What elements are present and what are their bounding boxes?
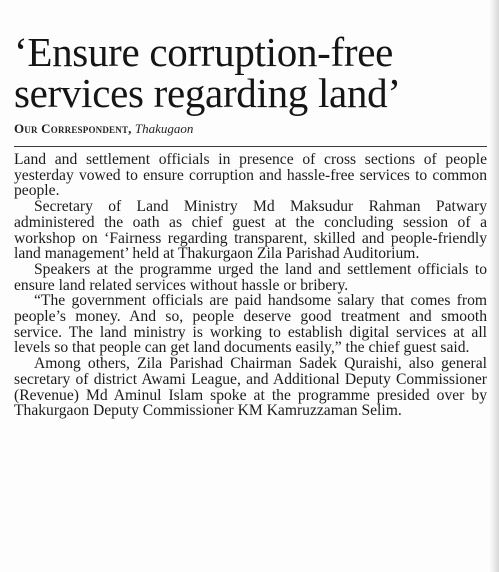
paragraph-3: Speakers at the programme urged the land and settlement officials to ensure land related services without hassle or bribery. xyxy=(14,260,487,294)
paragraph-5: Among others, Zila Parishad Chairman Sadek Quraishi, also general secretary of district Awami League, and Additional Deputy Commissioner (Revenue) Md Aminul Islam spoke at the programme presided over by Thakurgaon Deputy Commissioner KM Kamruzzaman Selim. xyxy=(14,355,487,420)
byline xyxy=(14,121,487,137)
byline-place: Thakugaon xyxy=(134,121,194,136)
article-headline xyxy=(14,29,487,116)
headline-line-2: services regarding land’ xyxy=(14,70,401,116)
article-body xyxy=(14,152,487,419)
paragraph-2: Secretary of Land Ministry Md Maksudur Rahman Patwary administered the oath as chief guest at the concluding session of a workshop on ‘Fairness regarding transparent, skilled and people-friendly land management’ held at Thakurgaon Zila Parishad Auditorium. xyxy=(14,198,487,263)
byline-author: Our Correspondent, xyxy=(14,121,132,136)
paragraph-1: Land and settlement officials in presence of cross sections of people yesterday vowed to ensure corruption and hassle-free services to common people. xyxy=(14,151,487,200)
page-edge-shadow xyxy=(489,0,499,572)
headline-line-1: ‘Ensure corruption-free xyxy=(14,29,393,75)
paragraph-4: “The government officials are paid handsome salary that comes from people’s money. And so, people deserve good treatment and smooth service. The land ministry is working to establish digital services at all levels so that people can get land documents easily,” the chief guest said. xyxy=(14,292,487,357)
divider-rule xyxy=(14,146,487,147)
